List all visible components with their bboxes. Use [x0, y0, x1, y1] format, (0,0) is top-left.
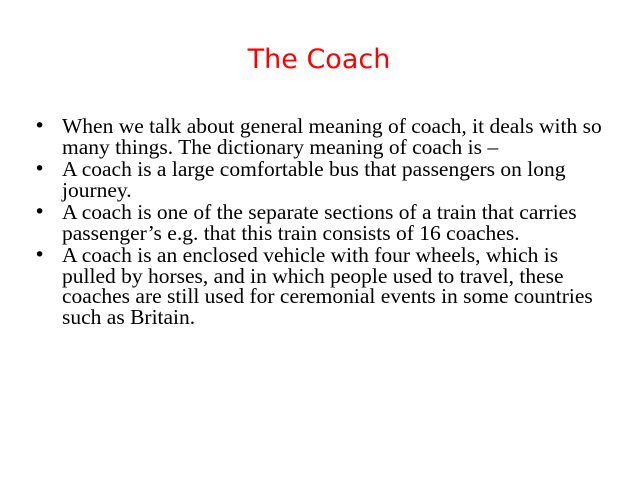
bullet-item [34, 116, 614, 157]
bullet-text: A coach is an enclosed vehicle with four wheels, which is pulled by horses, and in which people used to travel, these coaches are still used for ceremonial events in some countries such as Britain. [62, 243, 593, 329]
bullet-icon: • [34, 158, 46, 180]
bullet-text: A coach is a large comfortable bus that passengers on long journey. [62, 157, 566, 202]
bullet-item [34, 202, 614, 243]
bullet-item [34, 159, 614, 200]
bullet-text: A coach is one of the separate sections of a train that carries passenger’s e.g. that this train consists of 16 coaches. [62, 200, 577, 245]
bullet-icon: • [34, 201, 46, 223]
bullet-list [34, 116, 614, 329]
bullet-icon: • [34, 115, 46, 137]
bullet-item [34, 245, 614, 327]
bullet-text: When we talk about general meaning of coach, it deals with so many things. The dictionary meaning of coach is – [62, 114, 602, 159]
slide-title: The Coach [247, 44, 391, 75]
bullet-icon: • [34, 244, 46, 266]
